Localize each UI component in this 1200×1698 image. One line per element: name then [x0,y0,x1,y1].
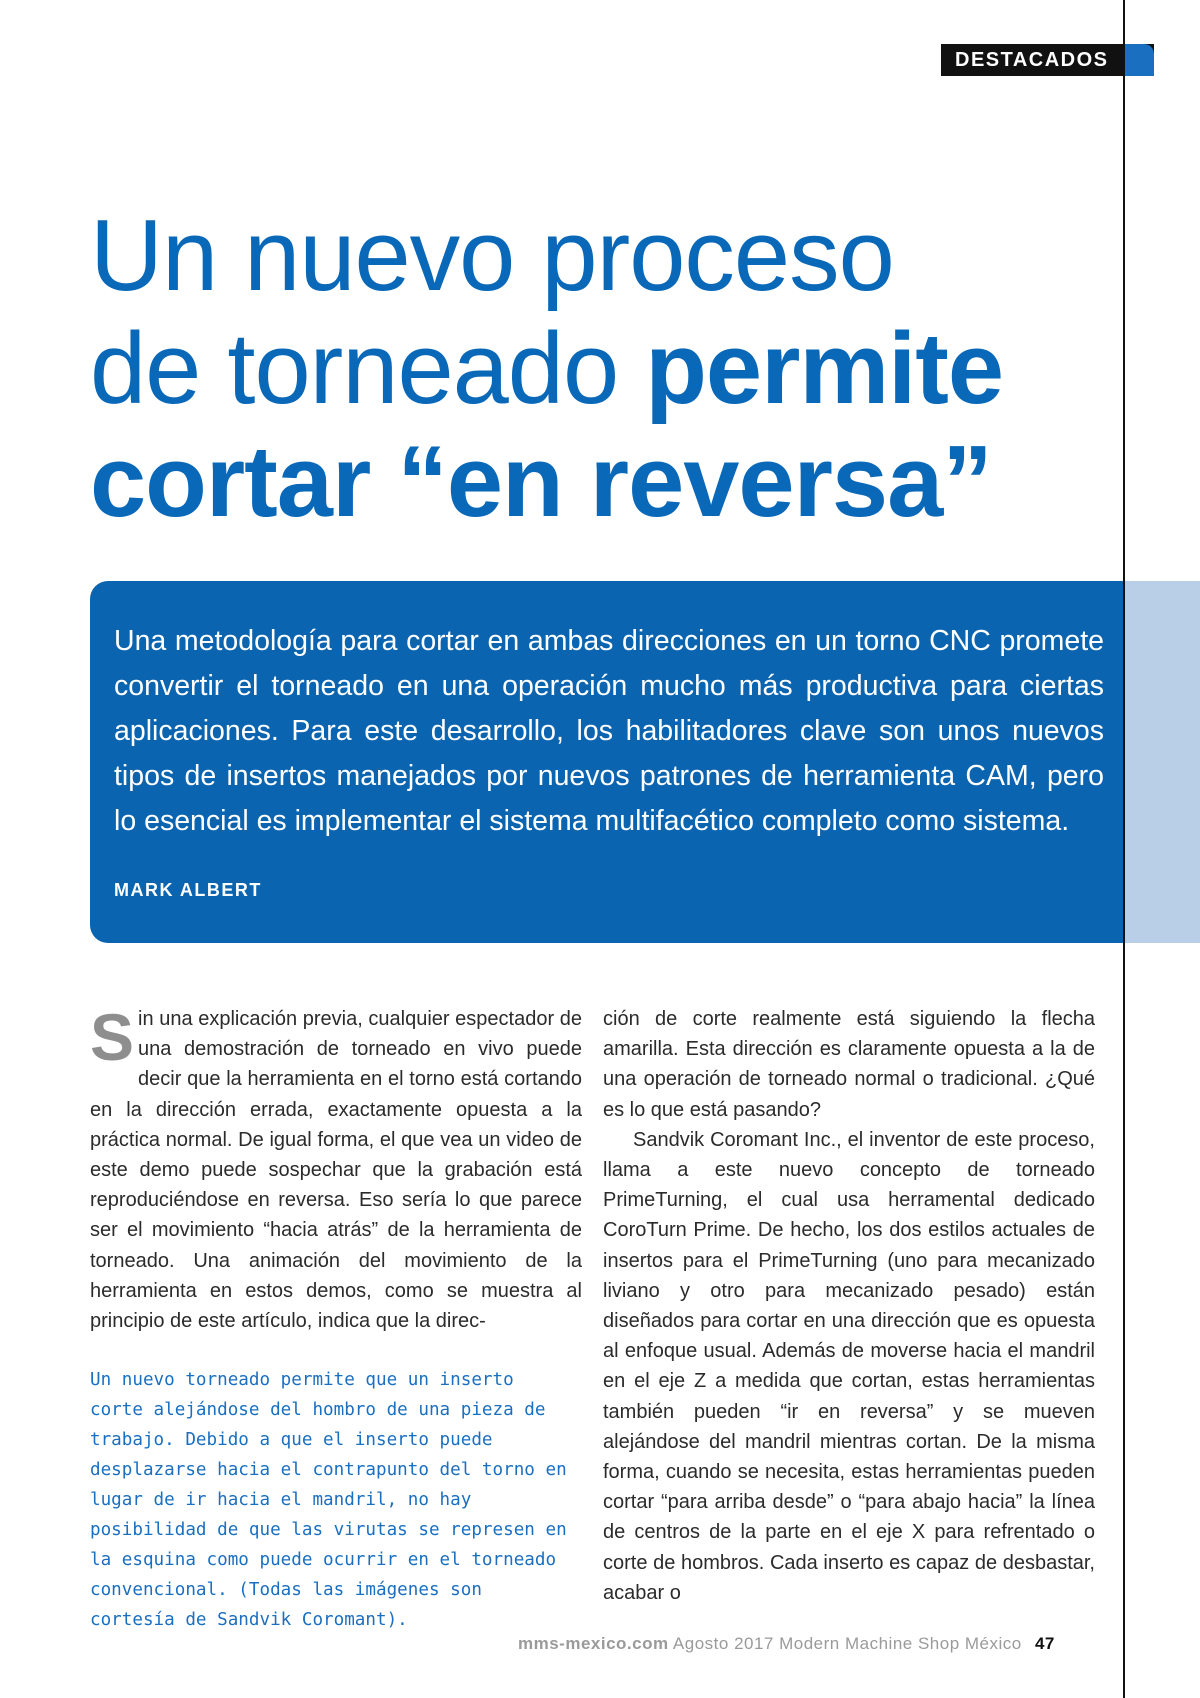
body-col2-paragraph-2: Sandvik Coromant Inc., el inventor de este proceso, llama a este nuevo concepto de torneado PrimeTurning, el cual usa herramental dedicado CoroTurn Prime. De hecho, los dos estilos actuales de insertos para el PrimeTurning (uno para mecanizado liviano y otro para mecanizado pesado) están diseñados para cortar en una dirección que es opuesta al enfoque usual. Además de moverse hacia el mandril en el eje Z a medida que cortan, estas herramientas también pueden “ir en reversa” y se mueven alejándose del mandril mientras cortan. De la misma forma, cuando se necesita, estas herramientas pueden cortar “para arriba desde” o “para abajo hacia” la línea de centros de la parte en el eje X para refrentado o corte de hombros. Cada inserto es capaz de desbastar, acabar o [603,1128,1095,1604]
headline [90,200,1110,539]
body-col1-text: in una explicación previa, cualquier espectador de una demostración de torneado en vivo puede decir que la herramienta en el torno está cortando en la dirección errada, exactamente opuesta a la práctica normal. De igual forma, el que vea un video de este demo puede sospechar que la grabación está reproduciéndose en reversa. Eso sería lo que parece ser el movimiento “hacia atrás” de la herramienta de torneado. Una animación del movimiento de la herramienta en estos demos, como se muestra al principio de este artículo, indica que la direc- [90,1008,582,1333]
headline-line1: Un nuevo proceso [90,200,894,312]
deck-box [90,581,1123,943]
body-paragraph-1 [90,1000,582,1336]
footer-site: mms-mexico.com [518,1634,669,1653]
body-column-2 [603,1004,1095,1608]
headline-line3-bold: cortar “en reversa” [90,426,992,538]
image-caption: Un nuevo torneado permite que un inserto corte alejándose del hombro de una pieza de trabajo. Debido a que el inserto puede desplazarse hacia el contrapunto del torno en lugar de ir hacia el mandril, no hay posibilidad de que las virutas se represen en la esquina como puede ocurrir en el torneado convencional. (Todas las imágenes son cortesía de Sandvik Coromant). [90,1370,567,1630]
headline-line2-regular: de torneado [90,313,646,425]
body-col2-paragraph-1: ción de corte realmente está siguiendo la flecha amarilla. Esta dirección es claramente opuesta a la de una operación de torneado normal o tradicional. ¿Qué es lo que está pasando? [603,1008,1095,1121]
side-band [1125,581,1200,943]
body-column-1 [90,1000,582,1336]
section-tag-label: DESTACADOS [955,49,1109,71]
byline: MARK ALBERT [114,880,262,900]
headline-line2-bold: permite [645,313,1004,425]
page-number: 47 [1034,1634,1055,1653]
section-tag-accent [1124,44,1154,76]
drop-cap: S [90,1000,135,1074]
footer-issue: Agosto 2017 Modern Machine Shop México [672,1634,1022,1653]
page-footer [518,1634,1055,1654]
deck-text: Una metodología para cortar en ambas direcciones en un torno CNC promete convertir el torneado en una operación mucho más productiva para ciertas aplicaciones. Para este desarrollo, los habilitadores clave son unos nuevos tipos de insertos manejados por nuevos patrones de herramienta CAM, pero lo esencial es implementar el sistema multifacético completo como sistema. [114,625,1104,837]
